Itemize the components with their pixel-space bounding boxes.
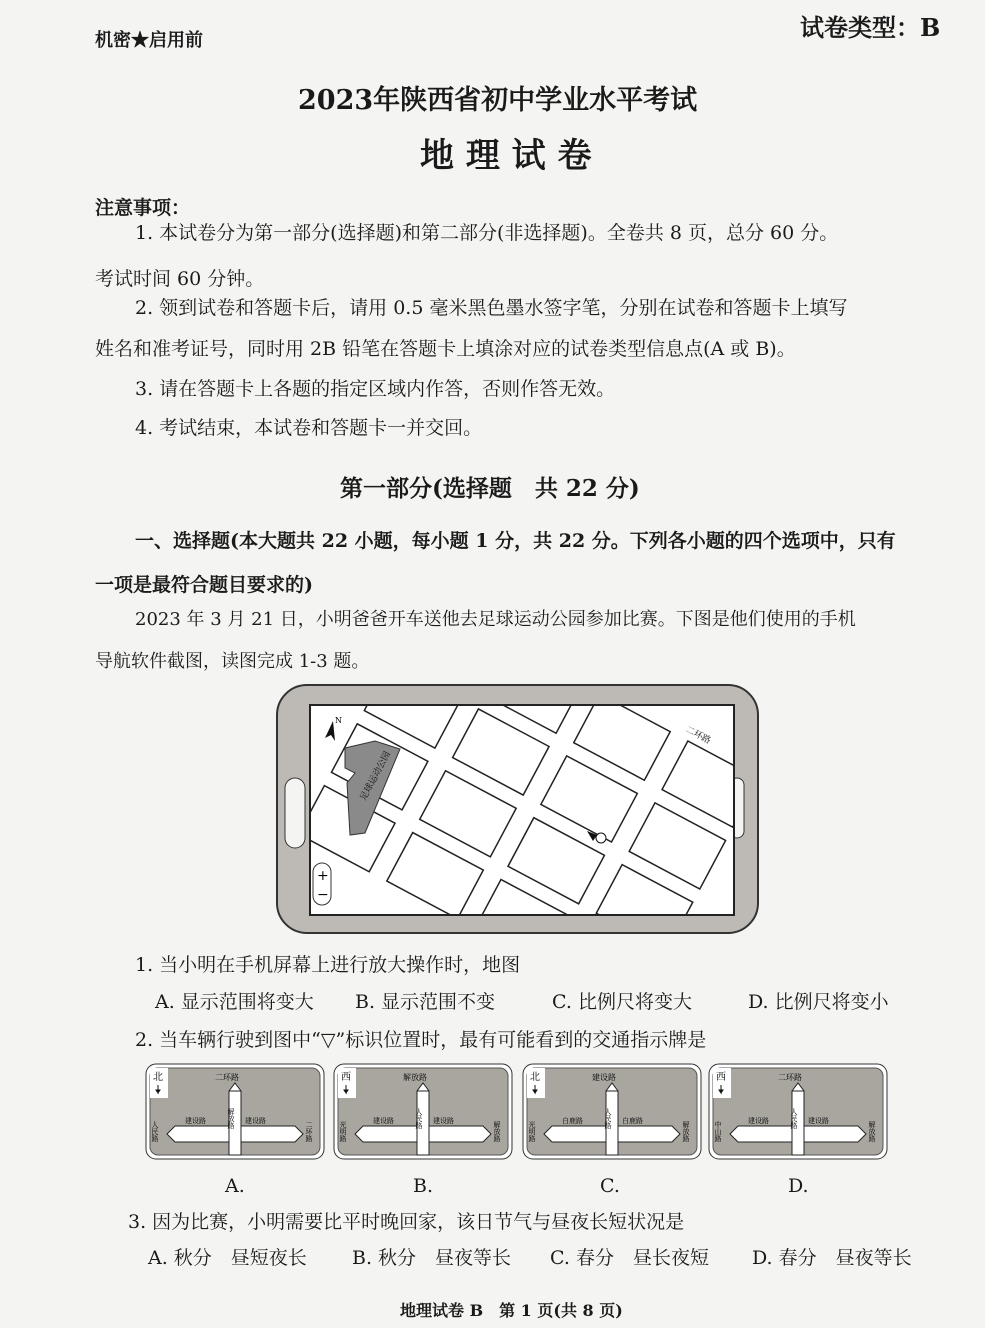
- sign-direction: 北: [530, 1072, 540, 1083]
- option-c: C. 比例尺将变大: [552, 991, 692, 1013]
- sign-right-road: 解放路: [493, 1121, 501, 1142]
- page-footer: 地理试卷 B 第 1 页(共 8 页): [400, 1301, 623, 1320]
- sign-left-road: 光明路: [528, 1121, 536, 1142]
- zoom-in-button[interactable]: +: [317, 868, 329, 884]
- sign-right-arm: 建设路: [808, 1117, 829, 1125]
- sign-left-arm: 建设路: [185, 1117, 206, 1125]
- sign-vertical-road: 解放路: [227, 1108, 235, 1129]
- intro-text: 2023 年 3 月 21 日，小明爸爸开车送他去足球运动公园参加比赛。下图是他们使用的手机: [135, 609, 856, 630]
- sign-direction: 西: [716, 1072, 726, 1083]
- sign-right-road: 解放路: [682, 1121, 690, 1142]
- option-b: B. 秋分 昼夜等长: [352, 1247, 512, 1269]
- option-a: A. 秋分 昼短夜长: [148, 1247, 307, 1269]
- subject-title: 地 理 试 卷: [420, 136, 592, 176]
- sign-label-c: C.: [600, 1175, 620, 1197]
- sign-vertical-road: 人民路: [604, 1108, 612, 1129]
- sign-label-a: A.: [225, 1175, 245, 1197]
- sign-left-road: 中山路: [714, 1121, 722, 1142]
- sign-direction: 北: [153, 1072, 163, 1083]
- sign-left-road: 人民路: [151, 1121, 159, 1142]
- traffic-sign: [522, 1063, 702, 1160]
- road-label: 二环路: [683, 724, 713, 747]
- question-stem: 3. 因为比赛，小明需要比平时晚回家，该日节气与昼夜长短状况是: [128, 1211, 685, 1233]
- question-stem: 1. 当小明在手机屏幕上进行放大操作时，地图: [135, 954, 521, 976]
- notice-item: 考试时间 60 分钟。: [95, 268, 265, 290]
- sign-left-arm: 建设路: [748, 1117, 769, 1125]
- option-b: B. 显示范围不变: [355, 991, 496, 1013]
- traffic-sign: [145, 1063, 325, 1160]
- notice-item: 3. 请在答题卡上各题的指定区域内作答，否则作答无效。: [135, 378, 616, 400]
- svg-text:N: N: [335, 716, 342, 725]
- park-label: 足球运动公园: [358, 750, 394, 803]
- sign-vertical-road: 人民路: [790, 1108, 798, 1129]
- notice-item: 姓名和准考证号，同时用 2B 铅笔在答题卡上填涂对应的试卷类型信息点(A 或 B)。: [95, 338, 796, 360]
- sign-top-road: 建设路: [592, 1073, 616, 1082]
- part-heading: 第一部分(选择题 共 22 分): [340, 475, 640, 502]
- section-heading: 一项是最符合题目要求的): [95, 574, 313, 596]
- sign-top-road: 二环路: [215, 1073, 239, 1082]
- traffic-sign: [708, 1063, 888, 1160]
- sign-left-road: 光明路: [339, 1121, 347, 1142]
- notice-heading: 注意事项：: [95, 197, 191, 219]
- option-d: D. 春分 昼夜等长: [752, 1247, 912, 1269]
- sign-vertical-road: 人民路: [415, 1108, 423, 1129]
- sign-label-b: B.: [413, 1175, 434, 1197]
- sign-right-arm: 建设路: [245, 1117, 266, 1125]
- intro-text: 导航软件截图，读图完成 1-3 题。: [95, 651, 370, 672]
- question-stem: 2. 当车辆行驶到图中“▽”标识位置时，最有可能看到的交通指示牌是: [135, 1029, 707, 1051]
- section-heading: 一、选择题(本大题共 22 小题，每小题 1 分，共 22 分。下列各小题的四个选项中，只有: [135, 530, 896, 552]
- sign-right-road: 解放路: [868, 1121, 876, 1142]
- phone-map-figure: [275, 683, 760, 935]
- exam-title: 2023年陕西省初中学业水平考试: [298, 85, 698, 116]
- notice-item: 4. 考试结束，本试卷和答题卡一并交回。: [135, 417, 483, 439]
- sign-left-arm: 建设路: [373, 1117, 394, 1125]
- sign-right-road: 二环路: [305, 1121, 313, 1142]
- traffic-sign: [333, 1063, 513, 1160]
- notice-item: 2. 领到试卷和答题卡后，请用 0.5 毫米黑色墨水签字笔，分别在试卷和答题卡上填写: [135, 297, 848, 319]
- sign-left-arm: 白鹿路: [562, 1117, 583, 1125]
- sign-right-arm: 建设路: [433, 1117, 454, 1125]
- sign-top-road: 解放路: [403, 1073, 427, 1082]
- secret-label: 机密★启用前: [95, 30, 203, 51]
- sign-direction: 西: [341, 1072, 351, 1083]
- option-a: A. 显示范围将变大: [155, 991, 314, 1013]
- notice-item: 1. 本试卷分为第一部分(选择题)和第二部分(非选择题)。全卷共 8 页，总分 60 分。: [135, 222, 839, 244]
- option-d: D. 比例尺将变小: [748, 991, 889, 1013]
- sign-label-d: D.: [788, 1175, 809, 1197]
- option-c: C. 春分 昼长夜短: [550, 1247, 709, 1269]
- zoom-out-button[interactable]: −: [317, 887, 329, 903]
- sign-right-arm: 白鹿路: [622, 1117, 643, 1125]
- sign-top-road: 二环路: [778, 1073, 802, 1082]
- paper-type: 试卷类型：B: [800, 13, 941, 42]
